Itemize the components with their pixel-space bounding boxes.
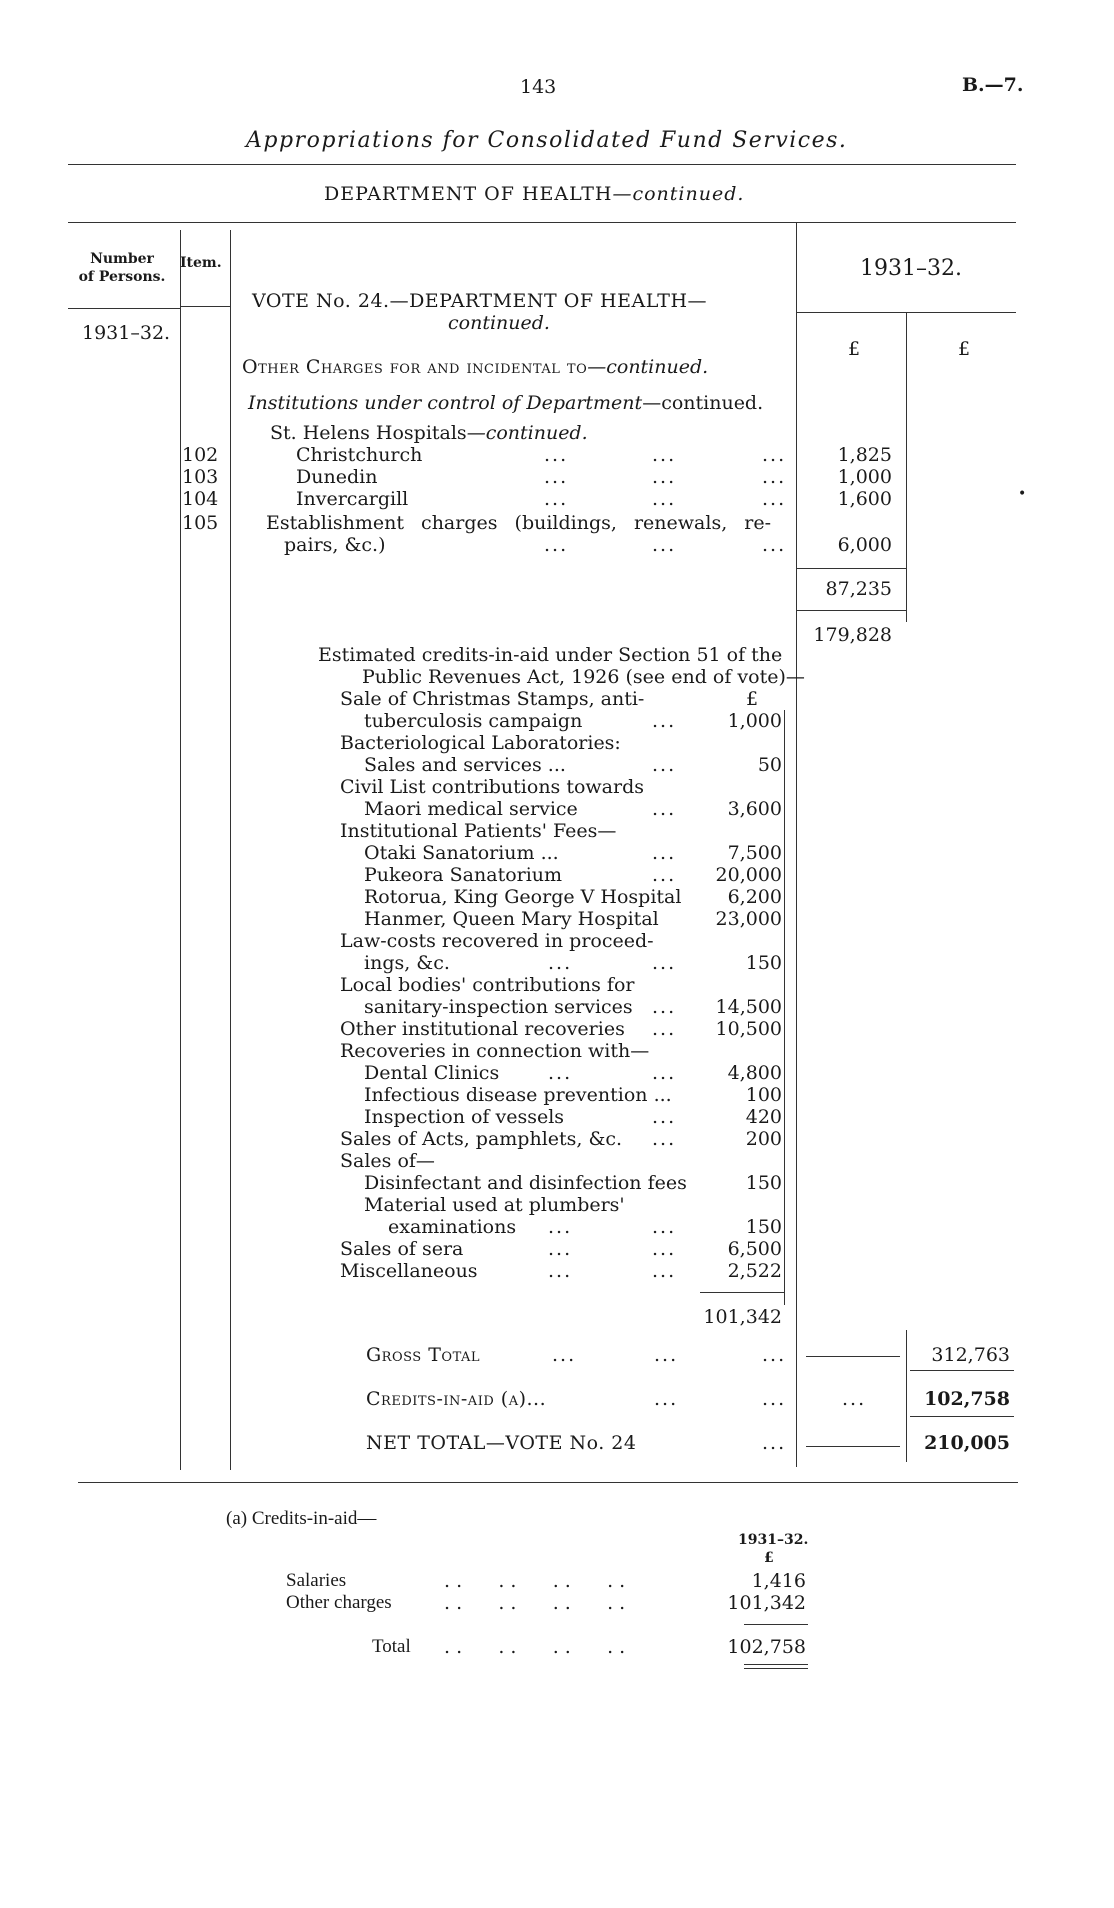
credit-line-label: Rotorua, King George V Hospital xyxy=(364,886,682,908)
leader-dots: ... xyxy=(652,488,677,510)
st-helens-cont: —continued. xyxy=(466,422,588,444)
footnote-title: (a) Credits-in-aid— xyxy=(226,1508,377,1529)
credit-line-amount: 150 xyxy=(745,952,782,974)
credit-line-amount: 20,000 xyxy=(715,864,782,886)
title-rule xyxy=(68,164,1016,165)
leader-dots: ... xyxy=(654,1344,679,1366)
credit-line-label: Civil List contributions towards xyxy=(340,776,645,798)
amount-left-rule xyxy=(796,222,797,1467)
item-right-rule xyxy=(230,230,231,1470)
leader-dots: ... xyxy=(548,1238,573,1260)
credit-line-label: examinations xyxy=(388,1216,517,1238)
credit-line-label: Maori medical service xyxy=(364,798,578,820)
credit-line-label: tuberculosis campaign xyxy=(364,710,583,732)
footnote-value-other-charges: 101,342 xyxy=(727,1592,806,1614)
credit-line-label: Disinfectant and disinfection fees xyxy=(364,1172,687,1194)
footnote-double-rule-2 xyxy=(744,1668,808,1669)
gross-dash-rule xyxy=(806,1356,900,1357)
item-label-establishment-cont: pairs, &c.) xyxy=(284,534,386,556)
table-bottom-rule xyxy=(78,1482,1018,1483)
leader-dots: ... xyxy=(762,1432,787,1454)
subtotal-rule-2 xyxy=(796,610,906,611)
gross-total-value: 312,763 xyxy=(931,1344,1010,1366)
amount-mid-rule xyxy=(906,312,907,622)
credit-line-label: Otaki Sanatorium ... xyxy=(364,842,559,864)
leader-dots: ... xyxy=(652,864,677,886)
leader-dots: ... xyxy=(544,534,569,556)
gross-total-text: Gross Total xyxy=(366,1344,481,1366)
st-helens-heading xyxy=(270,422,588,444)
credits-total: 101,342 xyxy=(703,1306,782,1328)
item-label-invercargill: Invercargill xyxy=(296,488,409,510)
persons-header-line2: of Persons. xyxy=(78,269,166,285)
credit-line-label: Sales of Acts, pamphlets, &c. xyxy=(340,1128,623,1150)
item-column-header: Item. xyxy=(180,255,222,271)
leader-dots: ... xyxy=(652,1018,677,1040)
credit-line-amount: 150 xyxy=(745,1216,782,1238)
leader-dots: ... xyxy=(548,1260,573,1282)
net-total-value: 210,005 xyxy=(924,1432,1010,1454)
leader-dots: ... xyxy=(652,1062,677,1084)
item-number-103: 103 xyxy=(182,466,219,488)
leader-dots: ... xyxy=(652,710,677,732)
footnote-pound: £ xyxy=(764,1550,774,1566)
item-amount-105: 6,000 xyxy=(837,534,892,556)
page-title: Appropriations for Consolidated Fund Services. xyxy=(246,128,848,153)
item-header-rule xyxy=(180,306,230,307)
leader-dots: ... xyxy=(652,444,677,466)
section-heading-main: DEPARTMENT OF HEALTH xyxy=(324,183,613,205)
footnote-label-other-charges: Other charges xyxy=(286,1592,392,1613)
leader-dots: ... xyxy=(652,1238,677,1260)
footnote-leader: . . . . . . . . xyxy=(444,1636,626,1658)
vote-title-cont: continued. xyxy=(448,312,550,334)
credits-in-aid-text: Credits-in-aid (a)... xyxy=(366,1388,547,1410)
year-column-header: 1931–32. xyxy=(860,256,962,281)
credit-line-amount: 7,500 xyxy=(727,842,782,864)
credit-line-label: Inspection of vessels xyxy=(364,1106,565,1128)
leader-dots: ... xyxy=(544,444,569,466)
credit-line-amount: 6,200 xyxy=(727,886,782,908)
credit-line-amount: 1,000 xyxy=(727,710,782,732)
credit-line-label: Pukeora Sanatorium xyxy=(364,864,563,886)
credit-line-amount: 100 xyxy=(745,1084,782,1106)
leader-dots: ... xyxy=(652,952,677,974)
leader-dots: ... xyxy=(652,996,677,1018)
footnote-double-rule-1 xyxy=(744,1664,808,1665)
credit-line-label: Law-costs recovered in proceed- xyxy=(340,930,654,952)
credits-pound-sign: £ xyxy=(746,688,759,710)
document-code: B.—7. xyxy=(962,74,1024,96)
leader-dots: ... xyxy=(652,1128,677,1150)
footnote-total-label: Total xyxy=(372,1636,411,1657)
year-header-rule xyxy=(796,312,1016,313)
net-dash-rule xyxy=(806,1446,900,1447)
credit-line-label: Local bodies' contributions for xyxy=(340,974,635,996)
institutions-label: Institutions under control of Department xyxy=(248,392,643,414)
item-amount-103: 1,000 xyxy=(837,466,892,488)
credits-in-aid-value: 102,758 xyxy=(924,1388,1010,1410)
leader-dots: ... xyxy=(762,534,787,556)
net-total-label: NET TOTAL—VOTE No. 24 xyxy=(366,1432,637,1454)
item-label-christchurch: Christchurch xyxy=(296,444,423,466)
credit-line-label: Hanmer, Queen Mary Hospital xyxy=(364,908,659,930)
leader-dots: ... xyxy=(762,488,787,510)
footnote-year: 1931–32. xyxy=(738,1532,809,1548)
gross-underline xyxy=(910,1370,1014,1371)
credits-in-aid-label xyxy=(366,1388,546,1410)
page-number: 143 xyxy=(520,76,557,98)
subtotal-87235: 87,235 xyxy=(825,578,892,600)
credit-line-label: Miscellaneous xyxy=(340,1260,478,1282)
persons-right-rule xyxy=(180,230,181,1470)
credit-line-amount: 6,500 xyxy=(727,1238,782,1260)
credit-line-label: ings, &c. xyxy=(364,952,450,974)
leader-dots: ... xyxy=(842,1388,867,1410)
stray-mark: • xyxy=(1018,486,1027,502)
leader-dots: ... xyxy=(762,1344,787,1366)
other-charges-label: Other Charges for and incidental to xyxy=(242,356,588,378)
other-charges-cont: —continued. xyxy=(587,356,709,378)
persons-header-line1: Number xyxy=(90,251,154,267)
credit-line-amount: 4,800 xyxy=(727,1062,782,1084)
footnote-total-rule xyxy=(744,1624,808,1625)
credits-intro-line1: Estimated credits-in-aid under Section 51 of the xyxy=(318,644,783,666)
leader-dots: ... xyxy=(762,444,787,466)
leader-dots: ... xyxy=(652,798,677,820)
leader-dots: ... xyxy=(654,1388,679,1410)
credit-line-amount: 2,522 xyxy=(727,1260,782,1282)
vote-title: VOTE No. 24.—DEPARTMENT OF HEALTH— xyxy=(252,290,708,312)
credit-line-label: Sales of— xyxy=(340,1150,435,1172)
credit-line-label: Material used at plumbers' xyxy=(364,1194,625,1216)
leader-dots: ... xyxy=(652,1216,677,1238)
credits-intro-line2: Public Revenues Act, 1926 (see end of vote)— xyxy=(362,666,805,688)
credit-line-amount: 10,500 xyxy=(715,1018,782,1040)
table-top-rule xyxy=(68,222,1016,223)
section-heading xyxy=(324,183,744,205)
leader-dots: ... xyxy=(548,1216,573,1238)
item-number-104: 104 xyxy=(182,488,219,510)
item-number-105: 105 xyxy=(182,512,219,534)
total-column-rule xyxy=(906,1330,907,1462)
credit-line-label: Bacteriological Laboratories: xyxy=(340,732,621,754)
persons-year: 1931–32. xyxy=(82,322,171,344)
item-amount-104: 1,600 xyxy=(837,488,892,510)
credit-line-label: Institutional Patients' Fees— xyxy=(340,820,617,842)
credit-line-label: Recoveries in connection with— xyxy=(340,1040,650,1062)
item-label-dunedin: Dunedin xyxy=(296,466,378,488)
footnote-leader: . . . . . . . . xyxy=(444,1592,626,1614)
pound-column-2: £ xyxy=(958,338,971,360)
leader-dots: ... xyxy=(548,1062,573,1084)
leader-dots: ... xyxy=(544,488,569,510)
credit-line-amount: 420 xyxy=(745,1106,782,1128)
item-number-102: 102 xyxy=(182,444,219,466)
footnote-leader: . . . . . . . . xyxy=(444,1570,626,1592)
credit-line-label: Sales of sera xyxy=(340,1238,464,1260)
institutions-heading xyxy=(248,392,763,414)
leader-dots: ... xyxy=(652,754,677,776)
credit-line-amount: 50 xyxy=(757,754,782,776)
leader-dots: ... xyxy=(652,842,677,864)
credit-line-label: sanitary-inspection services xyxy=(364,996,633,1018)
leader-dots: ... xyxy=(552,1344,577,1366)
credits-underline xyxy=(910,1416,1014,1417)
leader-dots: ... xyxy=(652,1106,677,1128)
credit-line-amount: 200 xyxy=(745,1128,782,1150)
footnote-total-value: 102,758 xyxy=(727,1636,806,1658)
footnote-value-salaries: 1,416 xyxy=(751,1570,806,1592)
leader-dots: ... xyxy=(652,1260,677,1282)
credit-line-label: Sales and services ... xyxy=(364,754,566,776)
section-heading-cont: —continued. xyxy=(612,183,745,205)
pound-column-1: £ xyxy=(848,338,861,360)
credit-line-amount: 3,600 xyxy=(727,798,782,820)
st-helens-label: St. Helens Hospitals xyxy=(270,422,467,444)
item-amount-102: 1,825 xyxy=(837,444,892,466)
persons-header-rule xyxy=(68,308,180,309)
institutions-cont: —continued. xyxy=(642,392,764,414)
leader-dots: ... xyxy=(548,952,573,974)
credits-total-rule xyxy=(700,1292,784,1293)
leader-dots: ... xyxy=(762,1388,787,1410)
subtotal-rule xyxy=(796,568,906,569)
leader-dots: ... xyxy=(652,466,677,488)
gross-total-label xyxy=(366,1344,480,1366)
credit-line-amount: 14,500 xyxy=(715,996,782,1018)
credit-line-label: Dental Clinics xyxy=(364,1062,500,1084)
item-label-establishment: Establishment charges (buildings, renewals, re- xyxy=(266,512,772,534)
leader-dots: ... xyxy=(544,466,569,488)
persons-column-header xyxy=(72,250,172,286)
credit-line-label: Infectious disease prevention ... xyxy=(364,1084,672,1106)
other-charges-heading xyxy=(242,356,708,378)
credit-line-amount: 150 xyxy=(745,1172,782,1194)
credit-line-amount: 23,000 xyxy=(715,908,782,930)
credit-line-label: Sale of Christmas Stamps, anti- xyxy=(340,688,645,710)
credits-amount-rule xyxy=(784,710,785,1305)
subtotal-179828: 179,828 xyxy=(813,624,892,646)
footnote-label-salaries: Salaries xyxy=(286,1570,347,1591)
leader-dots: ... xyxy=(762,466,787,488)
credit-line-label: Other institutional recoveries xyxy=(340,1018,625,1040)
leader-dots: ... xyxy=(652,534,677,556)
